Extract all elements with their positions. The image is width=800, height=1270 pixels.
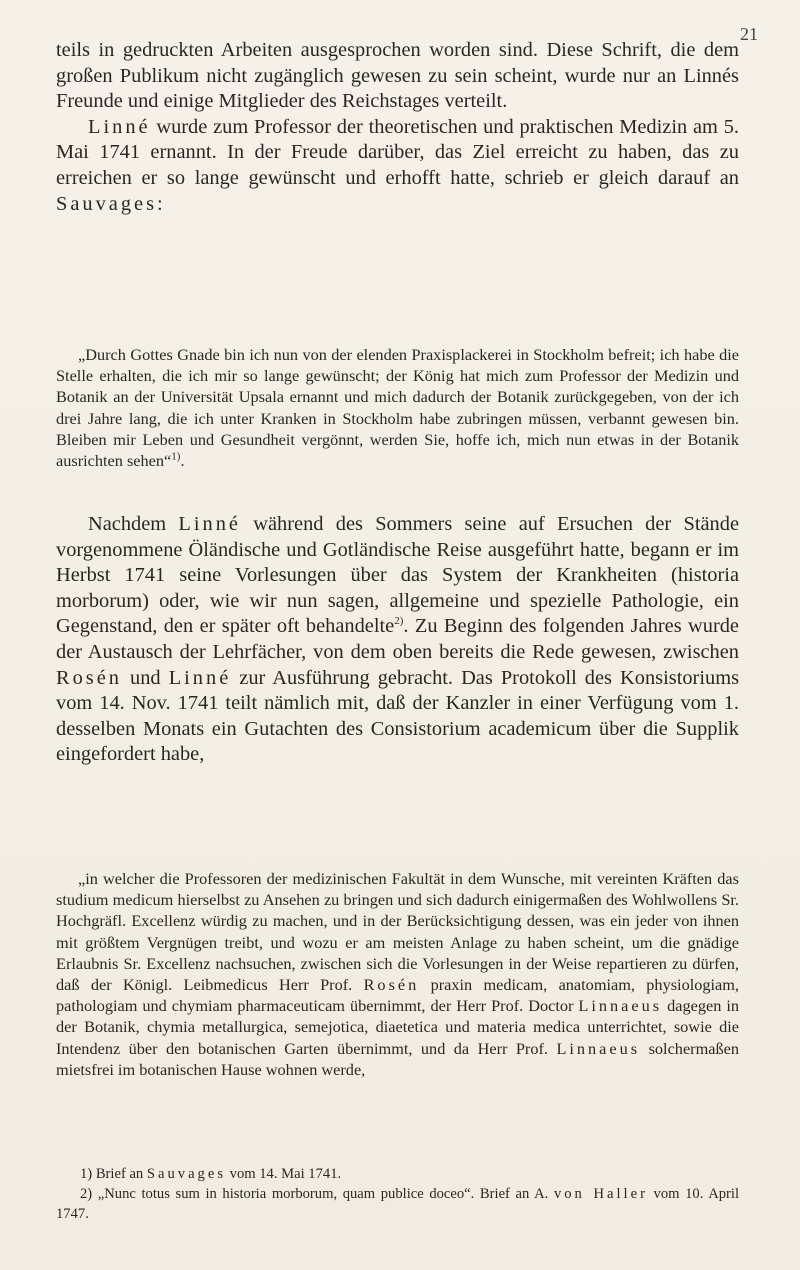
- quote-protocol: [56, 868, 739, 1080]
- footnote-2: 2) „Nunc totus sum in historia morborum, quam publice doceo“. Brief an A. von Haller vom 10. April 1747.: [56, 1186, 739, 1222]
- paragraph-1: teils in gedruckten Arbeiten ausgesprochen worden sind. Diese Schrift, die dem großen Publikum nicht zugänglich gewesen zu sein scheint, wurde nur an Linnés Freunde und einige Mitglieder des Reichstages verteilt.: [56, 39, 739, 113]
- footnote-1: 1) Brief an Sauvages vom 14. Mai 1741.: [80, 1166, 342, 1182]
- footnote-ref-2: 2): [394, 615, 404, 628]
- page-number: 21: [740, 24, 758, 44]
- paragraph-2: Linné wurde zum Professor der theoretischen und praktischen Medizin am 5. Mai 1741 ernannt. In der Freude darüber, das Ziel erreicht zu haben, das zu erreichen er so lange gewünscht und erhofft hatte, schrieb er gleich darauf an Sauvages:: [56, 115, 739, 215]
- quote-1: „Durch Gottes Gnade bin ich nun von der elenden Praxisplackerei in Stockholm befreit; ich habe die Stelle erhalten, die ich mir so lange gewünscht; der König hat mich zum Professor der Medizin und Botanik an der Universität Upsala ernannt und mich dadurch der Botanik zurückgegeben, von der ich drei Jahre lang, die ich unter Kranken in Stockholm habe zubringen müssen, verbannt gewesen bin. Bleiben mir Leben und Gesundheit vergönnt, werden Sie, hoffe ich, mich nun etwas in der Botanik ausrichten sehen“$^{1)}$.: [56, 345, 739, 471]
- name-rosen: Rosén: [56, 666, 122, 689]
- name-linnaeus: Linnaeus: [578, 996, 663, 1016]
- name-sauvages: Sauvages: [56, 192, 158, 215]
- quote-letter-sauvages: [56, 344, 739, 471]
- paragraph-3: Nachdem Linné während des Sommers seine auf Ersuchen der Stände vorgenommene Öländische und Gotländische Reise ausgeführt hatte, begann er im Herbst 1741 seine Vorlesungen über das System der Krankheiten (historia morborum) oder, wie wir nun sagen, allgemeine und spezielle Pathologie, ein Gegenstand, den er später oft behandelte$^{2)}$. Zu Beginn des folgenden Jahres wurde der Austausch der Lehrfächer, von dem oben bereits die Rede gewesen, zwischen Rosén und Linné zur Ausführung gebracht. Das Protokoll des Konsistoriums vom 14. Nov. 1741 teilt nämlich mit, daß der Kanzler in einer Verfügung vom 1. desselben Monats ein Gutachten des Consistorium academicum über die Supplik eingefordert habe,: [56, 513, 740, 766]
- quote-2: „in welcher die Professoren der medizinischen Fakultät in dem Wunsche, mit vereinten Kräften das studium medicum hierselbst zu Ansehen zu bringen und sich dadurch einigermaßen des Wohlwollens Sr. Hochgräfl. Excellenz würdig zu machen, und in der Berücksichtigung dessen, was ein jeder von ihnen mit größtem Vergnügen treibt, und wozu er am meisten Anlage zu haben scheint, um die gnädige Erlaubnis Sr. Excellenz nachsuchen, zwischen sich die Vorlesungen in der Weise repartieren zu dürfen, daß der Königl. Leibmedicus Herr Prof. Rosén praxin medicam, anatomiam, physiologiam, pathologiam und chymiam pharmaceuticam übernimmt, der Herr Prof. Doctor Linnaeus dagegen in der Botanik, chymia metallurgica, semejotica, diaetetica und materia medica unterrichtet, sowie die Intendenz über den botanischen Garten übernimmt, und da Herr Prof. Linnaeus solchermaßen mietsfrei im botanischen Hause wohnen werde,: [56, 869, 740, 1079]
- footnotes: [56, 1164, 739, 1224]
- name-linne: Linné: [168, 666, 232, 689]
- name-linne: Linné: [88, 115, 151, 138]
- body-text-2: [56, 512, 739, 768]
- name-linne: Linné: [178, 513, 241, 535]
- name-linnaeus: Linnaeus: [556, 1038, 641, 1058]
- body-text: [56, 38, 739, 217]
- footnote-ref-1: 1): [171, 450, 181, 463]
- name-rosen: Rosén: [363, 975, 420, 995]
